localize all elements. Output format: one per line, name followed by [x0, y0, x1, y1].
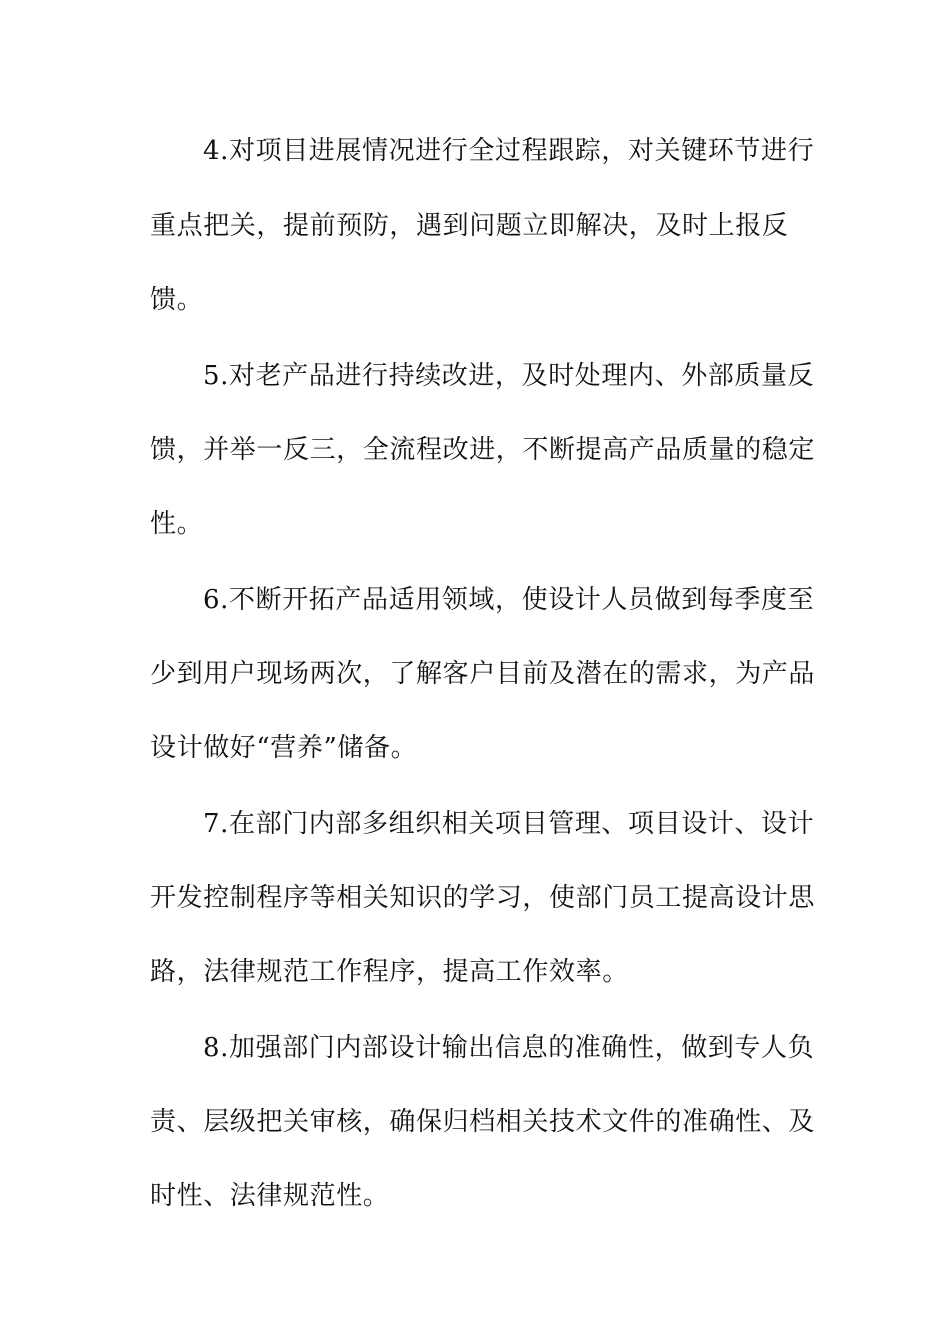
- paragraph-7-line-2: 开发控制程序等相关知识的学习，使部门员工提高设计思: [150, 883, 816, 913]
- paragraph-4-line-3: 馈。: [150, 285, 204, 315]
- paragraph-7-line-1: 7.在部门内部多组织相关项目管理、项目设计、设计: [203, 809, 815, 839]
- paragraph-4-line-2: 重点把关，提前预防，遇到问题立即解决，及时上报反: [150, 211, 789, 241]
- paragraph-8-line-2: 责、层级把关审核，确保归档相关技术文件的准确性、及: [150, 1107, 816, 1137]
- paragraph-7-line-3: 路，法律规范工作程序，提高工作效率。: [150, 957, 629, 987]
- paragraph-8-line-3: 时性、法律规范性。: [150, 1181, 390, 1211]
- paragraph-5-line-3: 性。: [150, 509, 204, 539]
- paragraph-6-line-2: 少到用户现场两次，了解客户目前及潜在的需求，为产品: [150, 659, 816, 689]
- paragraph-6-line-3: 设计做好“营养”储备。: [150, 733, 418, 763]
- paragraph-8-line-1: 8.加强部门内部设计输出信息的准确性，做到专人负: [203, 1033, 815, 1063]
- paragraph-5-line-2: 馈，并举一反三，全流程改进，不断提高产品质量的稳定: [150, 435, 816, 465]
- paragraph-4-line-1: 4.对项目进展情况进行全过程跟踪，对关键环节进行: [203, 136, 815, 166]
- paragraph-6-line-1: 6.不断开拓产品适用领域，使设计人员做到每季度至: [203, 585, 815, 615]
- paragraph-5-line-1: 5.对老产品进行持续改进，及时处理内、外部质量反: [203, 361, 815, 391]
